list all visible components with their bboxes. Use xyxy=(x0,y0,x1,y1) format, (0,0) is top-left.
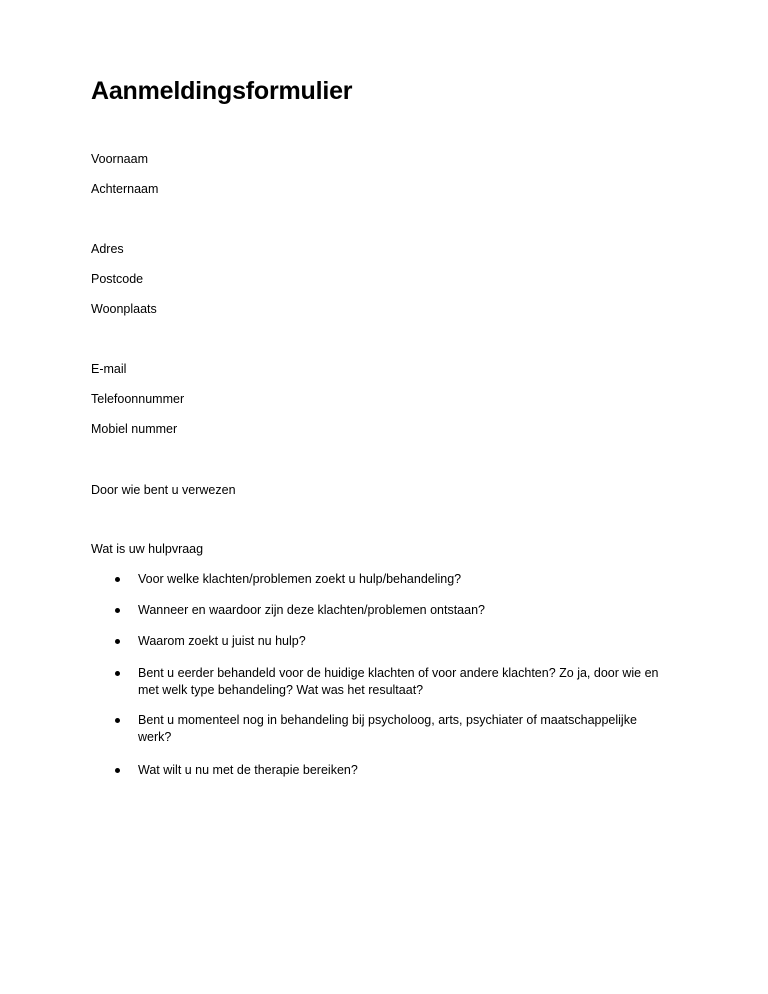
field-label-voornaam: Voornaam xyxy=(91,152,148,166)
question-text: Wat wilt u nu met de therapie bereiken? xyxy=(138,763,358,777)
bullet-icon xyxy=(115,768,120,773)
bullet-icon xyxy=(115,577,120,582)
field-label-postcode: Postcode xyxy=(91,272,144,286)
question-item xyxy=(138,712,673,746)
field-label-adres: Adres xyxy=(91,242,124,256)
bullet-icon xyxy=(115,671,120,676)
question-text: Waarom zoekt u juist nu hulp? xyxy=(138,634,306,648)
section-heading-hulpvraag: Wat is uw hulpvraag xyxy=(91,542,204,556)
field-label-woonplaats: Woonplaats xyxy=(91,302,157,316)
question-text: Voor welke klachten/problemen zoekt u hulp/behandeling? xyxy=(138,572,462,586)
question-text: Bent u momenteel nog in behandeling bij psycholoog, arts, psychiater of maatschappelijke werk? xyxy=(138,713,637,744)
field-label-verwezen: Door wie bent u verwezen xyxy=(91,483,236,497)
bullet-icon xyxy=(115,639,120,644)
question-item xyxy=(138,602,673,619)
bullet-icon xyxy=(115,608,120,613)
question-item xyxy=(138,762,673,779)
field-label-email: E-mail xyxy=(91,362,127,376)
question-item xyxy=(138,571,673,588)
question-item xyxy=(138,633,673,650)
field-label-telefoonnummer: Telefoonnummer xyxy=(91,392,185,406)
question-text: Bent u eerder behandeld voor de huidige klachten of voor andere klachten? Zo ja, door wie en met welk type behandeling? Wat was het resultaat? xyxy=(138,666,659,697)
field-label-mobiel-nummer: Mobiel nummer xyxy=(91,422,178,436)
question-text: Wanneer en waardoor zijn deze klachten/problemen ontstaan? xyxy=(138,603,485,617)
field-label-achternaam: Achternaam xyxy=(91,182,159,196)
question-item xyxy=(138,665,673,699)
page-title: Aanmeldingsformulier xyxy=(91,77,353,105)
bullet-icon xyxy=(115,718,120,723)
